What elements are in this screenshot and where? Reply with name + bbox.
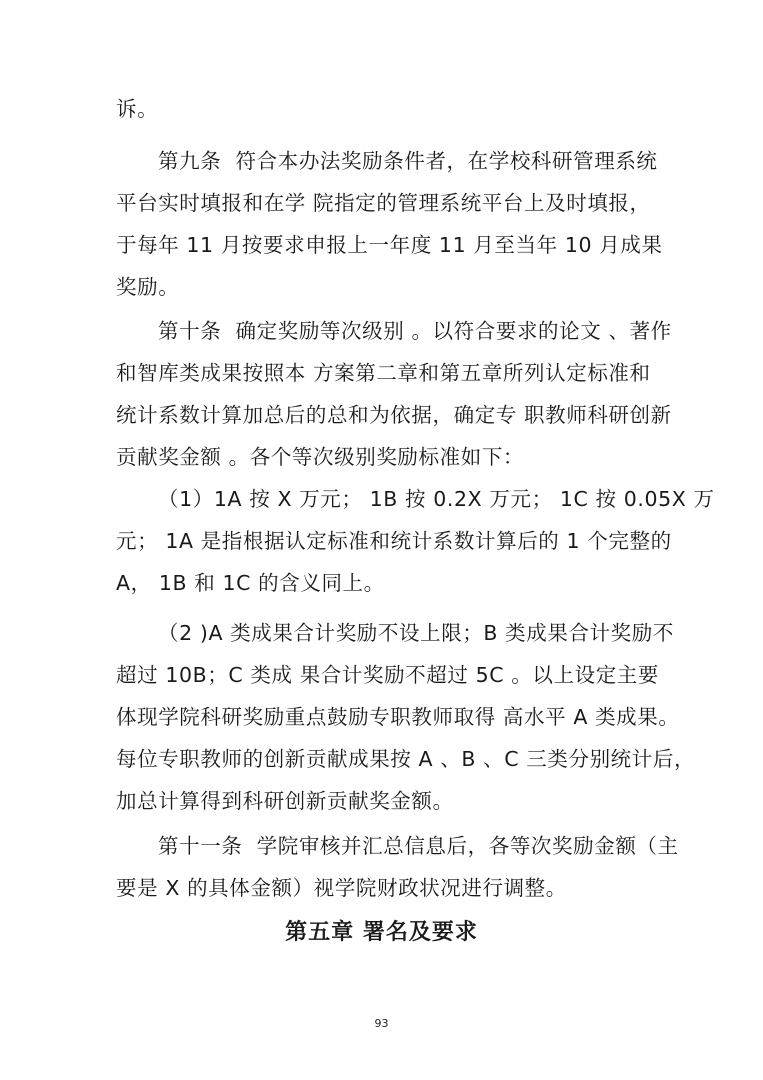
text-line: 平台实时填报和在学 院指定的管理系统平台上及时填报， [116, 191, 651, 215]
text-line: （2 )A 类成果合计奖励不设上限；B 类成果合计奖励不 [158, 621, 674, 645]
text-line: 统计系数计算加总后的总和为依据，确定专 职教师科研创新 [116, 403, 672, 427]
text-line: 于每年 11 月按要求申报上一年度 11 月至当年 10 月成果 [116, 233, 663, 257]
text-line: 第十条 确定奖励等次级别 。以符合要求的论文 、著作 [158, 319, 672, 343]
text-line: 超过 10B；C 类成 果合计奖励不超过 5C 。以上设定主要 [116, 663, 660, 687]
text-line: 要是 X 的具体金额）视学院财政状况进行调整。 [116, 876, 567, 900]
chapter-heading: 第五章 署名及要求 [285, 919, 478, 945]
page-number: 93 [374, 1017, 389, 1030]
text-line: 加总计算得到科研创新贡献奖金额。 [116, 789, 454, 813]
text-line: （1）1A 按 X 万元； 1B 按 0.2X 万元； 1C 按 0.05X 万 [158, 487, 715, 511]
text-line: 诉。 [116, 97, 159, 121]
text-line: 每位专职教师的创新贡献成果按 A 、B 、C 三类分别统计后， [116, 747, 696, 771]
text-line: 元； 1A 是指根据认定标准和统计系数计算后的 1 个完整的 [116, 529, 672, 553]
text-line: 奖励。 [116, 275, 180, 299]
text-line: 和智库类成果按照本 方案第二章和第五章所列认定标准和 [116, 361, 651, 385]
text-line: 第十一条 学院审核并汇总信息后，各等次奖励金额（主 [158, 834, 679, 858]
text-line: 贡献奖金额 。各个等次级别奖励标准如下： [116, 445, 525, 469]
text-line: 第九条 符合本办法奖励条件者，在学校科研管理系统 [158, 149, 658, 173]
text-line: A， 1B 和 1C 的含义同上。 [116, 571, 385, 595]
text-line: 体现学院科研奖励重点鼓励专职教师取得 高水平 A 类成果。 [116, 705, 680, 729]
